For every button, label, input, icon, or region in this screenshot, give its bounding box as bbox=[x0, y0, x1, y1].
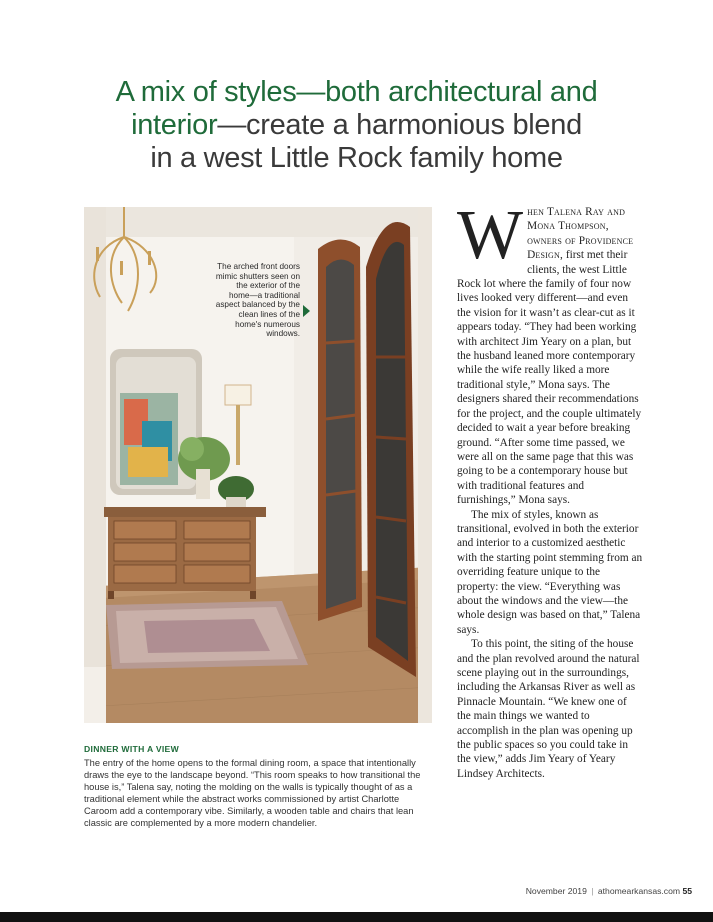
article-paragraph-3: To this point, the siting of the house and the plan revolved around the natural scene playing out in the surroundings, including the Arkansas River as well as Pinnacle Mountain. “We knew one of the main things we wanted to accomplish in the plan was opening up the public spaces so you could take in the view,” adds Jim Yeary of Yeary Lindsey Architects. bbox=[457, 638, 640, 780]
page-footer bbox=[492, 886, 692, 896]
headline-line-2-green: interior bbox=[131, 109, 218, 141]
drop-cap: W bbox=[457, 197, 524, 274]
footer-separator: | bbox=[591, 886, 594, 896]
bottom-rule bbox=[0, 912, 713, 922]
sidebar-body: The entry of the home opens to the formal dining room, a space that intentionally draws the eye to the landscape beyond. “This room speaks to how transitional the house is,” Talena say, noting the molding on the walls is typically thought of as a traditional element while the abstract works commissioned by artist Charlotte Caroom add a contemporary vibe. Similarly, a wooden table and chairs that lean classic are complemented by a more modern chandelier. bbox=[84, 758, 421, 828]
headline-line-3: in a west Little Rock family home bbox=[150, 142, 563, 174]
headline-line-1: A mix of styles—both architectural and bbox=[115, 76, 598, 108]
article-paragraph-2: The mix of styles, known as transitional, evolved in both the exterior and interior to a customized aesthetic with the starting point stemming from an overriding feature unique to the property: the view. “Everything was about the windows and the view—the whole design was based on that,” Talena says. bbox=[457, 508, 643, 636]
sidebar-title: DINNER WITH A VIEW bbox=[84, 744, 179, 754]
article-column bbox=[457, 197, 643, 781]
footer-issue: November 2019 bbox=[525, 886, 587, 896]
article-lead: hen Talena Ray and Mona Thompson, owners of Providence Design, bbox=[527, 206, 634, 262]
headline bbox=[40, 76, 673, 175]
headline-line-2 bbox=[40, 109, 673, 142]
page-number: 55 bbox=[682, 886, 692, 896]
caption-arrow-icon bbox=[303, 305, 310, 317]
article-paragraph-1-rest: first met their clients, the west Little Rock lot where the family of four now lives looked very different—and even the vision for it wasn’t as clear-cut as it appears today. “They had been working with architect Jim Yeary on a plan, but the husband leaned more contemporary while the wife really liked a more traditional style,” Mona says. The designers shared their recommendations for the project, and the couple ultimately decided to wait a year before breaking ground. “After some time passed, we were all on the same page that this was going to be a contemporary house but with traditional features and furnishings,” Mona says. bbox=[457, 249, 642, 507]
photo-caption: The arched front doors mimic shutters seen on the exterior of the home—a traditional aspect balanced by the clean lines of the home's numerous windows. bbox=[215, 262, 300, 339]
headline-line-2-gray: —create a harmonious blend bbox=[217, 109, 582, 141]
article-paragraph-1 bbox=[457, 197, 643, 508]
footer-site: athomearkansas.com bbox=[597, 886, 681, 896]
sidebar-caption bbox=[84, 744, 424, 829]
